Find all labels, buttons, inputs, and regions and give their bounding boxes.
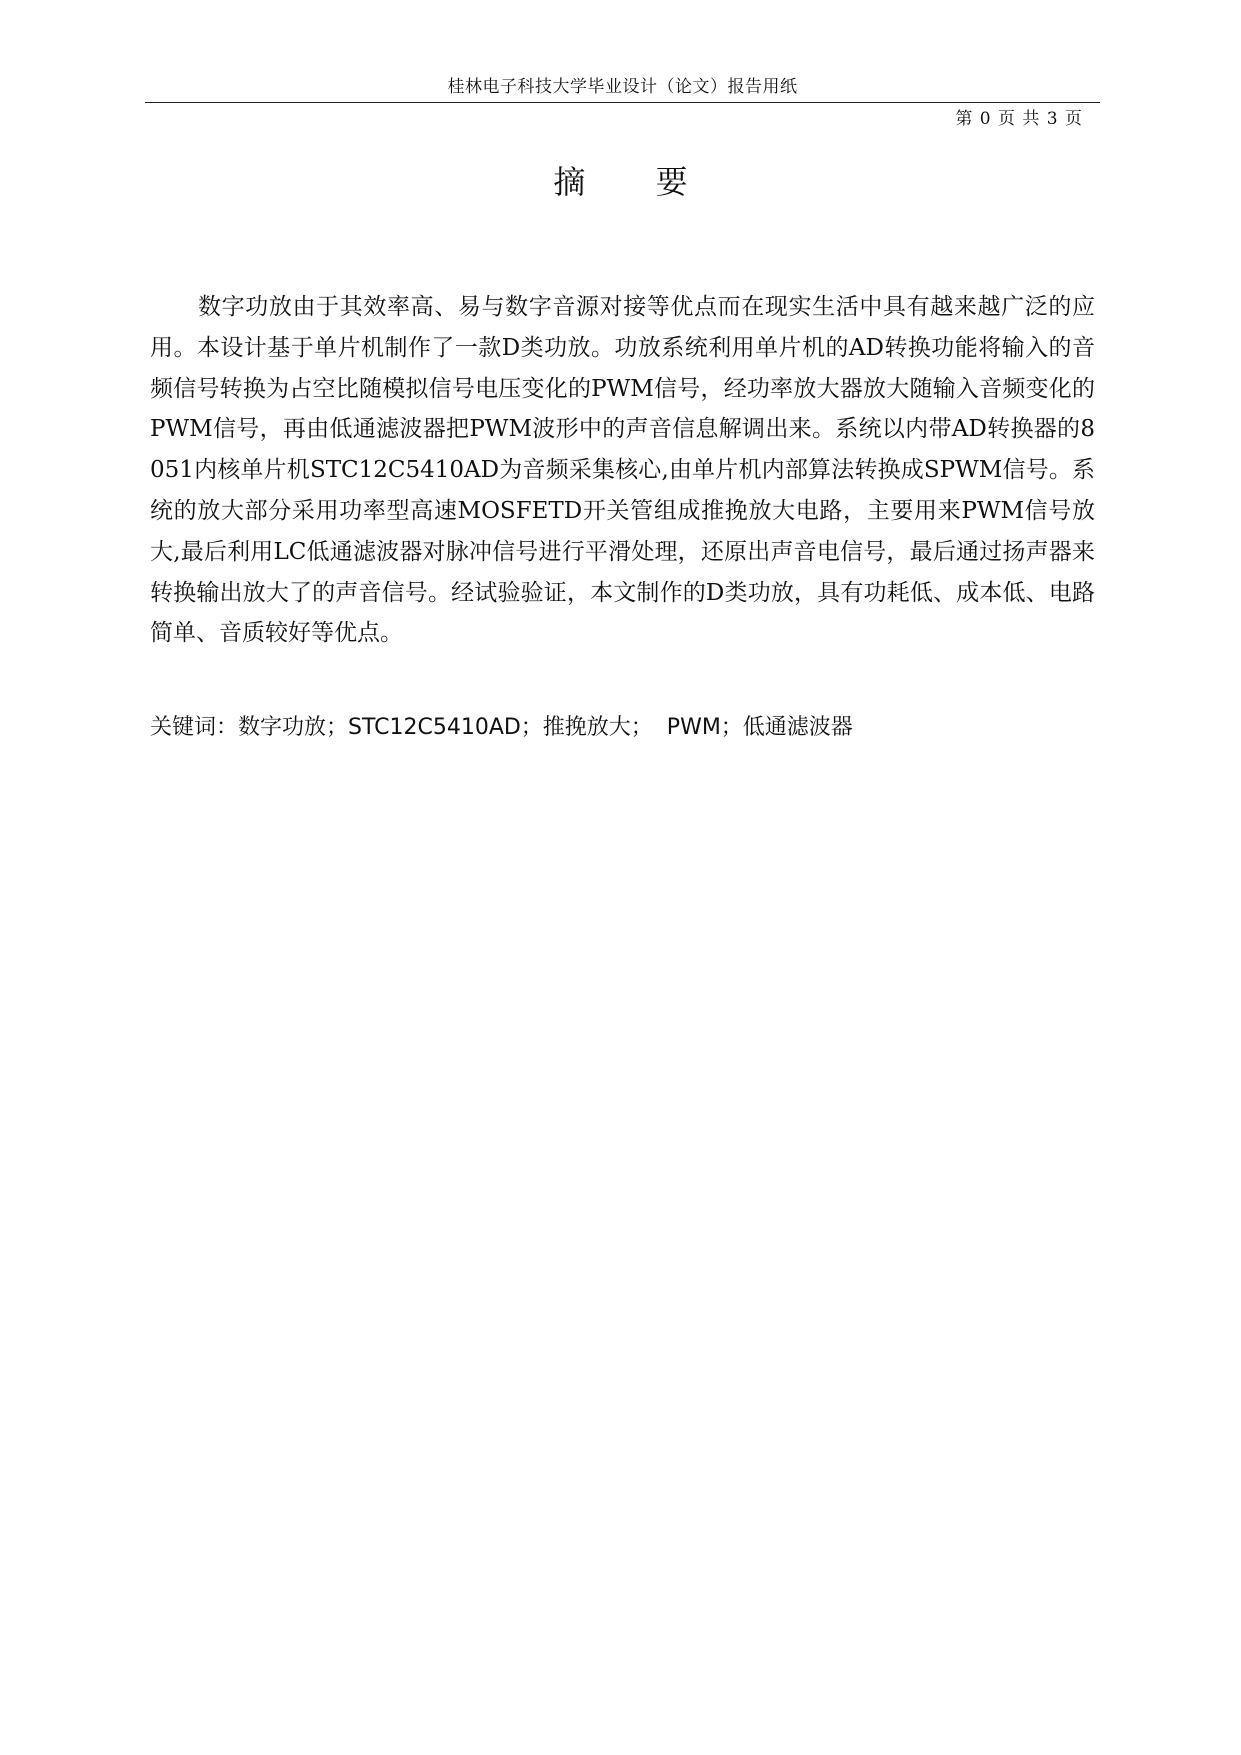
header-divider xyxy=(145,102,1100,103)
page-number: 第 0 页 共 3 页 xyxy=(955,109,1083,129)
abstract-body: 数字功放由于其效率高、易与数字音源对接等优点而在现实生活中具有越来越广泛的应用。本设计基于单片机制作了一款D类功放。功放系统利用单片机的AD转换功能将输入的音频信号转换为占空比随模拟信号电压变化的PWM信号，经功率放大器放大随输入音频变化的PWM信号，再由低通滤波器把PWM波形中的声音信息解调出来。系统以内带AD转换器的8051内核单片机STC12C5410AD为音频采集核心,由单片机内部算法转换成SPWM信号。系统的放大部分采用功率型高速MOSFETD开关管组成推挽放大电路，主要用来PWM信号放大,最后利用LC低通滤波器对脉冲信号进行平滑处理，还原出声音电信号，最后通过扬声器来转换输出放大了的声音信号。经试验验证，本文制作的D类功放，具有功耗低、成本低、电路简单、音质较好等优点。 xyxy=(150,294,1095,647)
page-header: 桂林电子科技大学毕业设计（论文）报告用纸 xyxy=(447,77,798,97)
keywords-line: 关键词：数字功放；STC12C5410AD；推挽放大； PWM；低通滤波器 xyxy=(150,715,853,740)
abstract-title: 摘 要 xyxy=(553,163,718,201)
